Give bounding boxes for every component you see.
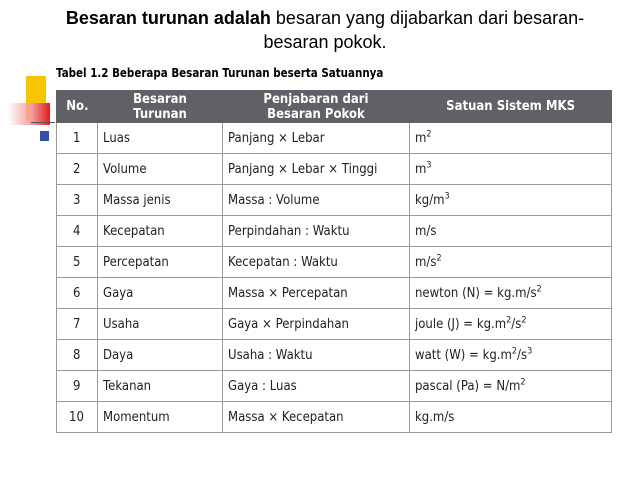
cell-quantity-name: Daya	[98, 340, 223, 371]
cell-mks-unit: $m^2$	[410, 123, 612, 154]
table-body	[57, 123, 612, 433]
slide-heading	[40, 6, 610, 54]
cell-quantity-name: Momentum	[98, 402, 223, 433]
cell-number: 6	[57, 278, 98, 309]
table-row	[57, 154, 612, 185]
cell-derivation: Massa : Volume	[223, 185, 410, 216]
column-header-quantity: Besaran Turunan	[98, 91, 223, 123]
table-header-row	[57, 91, 612, 123]
derived-quantities-table	[56, 90, 612, 433]
column-header-mks-unit: Satuan Sistem MKS	[410, 91, 612, 123]
decorative-line	[31, 122, 55, 123]
cell-derivation: Gaya : Luas	[223, 371, 410, 402]
table-row	[57, 340, 612, 371]
cell-quantity-name: Percepatan	[98, 247, 223, 278]
cell-mks-unit: $kg/m^3$	[410, 185, 612, 216]
cell-number: 5	[57, 247, 98, 278]
cell-mks-unit: newton $(N) = kg.m/s^2$	[410, 278, 612, 309]
table-row	[57, 278, 612, 309]
cell-quantity-name: Luas	[98, 123, 223, 154]
cell-quantity-name: Gaya	[98, 278, 223, 309]
cell-derivation: Perpindahan : Waktu	[223, 216, 410, 247]
cell-derivation: Gaya × Perpindahan	[223, 309, 410, 340]
cell-derivation: Massa × Percepatan	[223, 278, 410, 309]
cell-number: 2	[57, 154, 98, 185]
cell-mks-unit: $m^3$	[410, 154, 612, 185]
decorative-blue-square	[40, 131, 49, 141]
cell-quantity-name: Volume	[98, 154, 223, 185]
cell-derivation: Massa × Kecepatan	[223, 402, 410, 433]
cell-derivation: Panjang × Lebar	[223, 123, 410, 154]
cell-mks-unit: watt $(W) = kg.m^2/s^3$	[410, 340, 612, 371]
cell-number: 1	[57, 123, 98, 154]
cell-mks-unit: m/s	[410, 216, 612, 247]
cell-number: 7	[57, 309, 98, 340]
heading-definition: besaran yang dijabarkan dari besaran-besaran pokok.	[263, 8, 585, 52]
table-row	[57, 402, 612, 433]
cell-number: 3	[57, 185, 98, 216]
heading-bold-term: Besaran turunan adalah	[65, 8, 271, 28]
table-row	[57, 216, 612, 247]
cell-mks-unit: pascal $(Pa) = N/m^2$	[410, 371, 612, 402]
cell-number: 10	[57, 402, 98, 433]
cell-derivation: Panjang × Lebar × Tinggi	[223, 154, 410, 185]
cell-quantity-name: Massa jenis	[98, 185, 223, 216]
cell-quantity-name: Usaha	[98, 309, 223, 340]
table-row	[57, 123, 612, 154]
column-header-derivation: Penjabaran dari Besaran Pokok	[223, 91, 410, 123]
table-row	[57, 185, 612, 216]
table-caption: Tabel 1.2 Beberapa Besaran Turunan beserta Satuannya	[56, 66, 384, 80]
cell-mks-unit: $m/s^2$	[410, 247, 612, 278]
cell-number: 4	[57, 216, 98, 247]
table-row	[57, 247, 612, 278]
cell-number: 8	[57, 340, 98, 371]
cell-mks-unit: kg.m/s	[410, 402, 612, 433]
cell-quantity-name: Tekanan	[98, 371, 223, 402]
cell-mks-unit: joule $(J) = kg.m^2/s^2$	[410, 309, 612, 340]
cell-derivation: Usaha : Waktu	[223, 340, 410, 371]
cell-derivation: Kecepatan : Waktu	[223, 247, 410, 278]
cell-quantity-name: Kecepatan	[98, 216, 223, 247]
cell-number: 9	[57, 371, 98, 402]
column-header-no: No.	[57, 91, 98, 123]
table-row	[57, 371, 612, 402]
table-row	[57, 309, 612, 340]
